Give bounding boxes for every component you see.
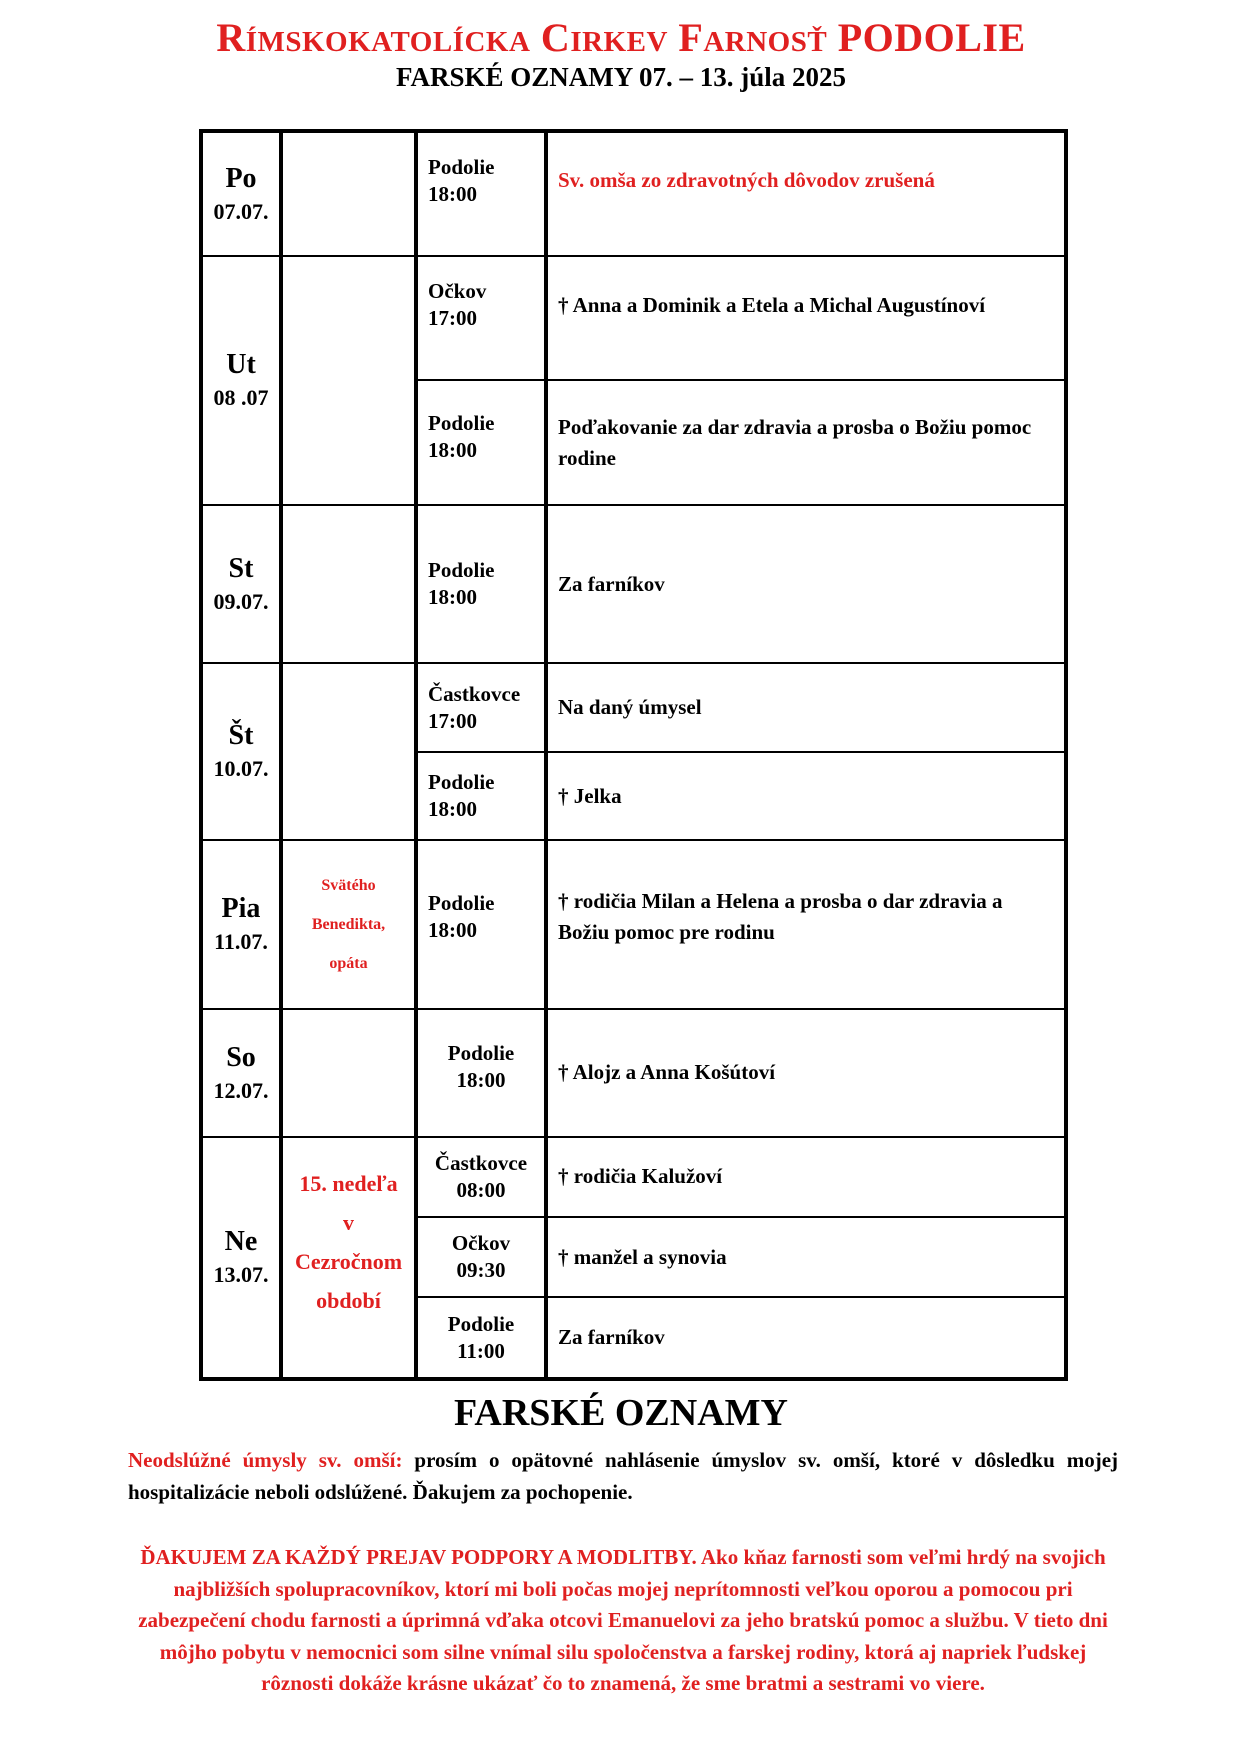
- place-time-cell: [416, 256, 546, 381]
- place-time-cell: [416, 380, 546, 505]
- day-name: Ne: [224, 1226, 258, 1258]
- title-initial-f: F: [678, 15, 704, 60]
- mass-intention: † rodičia Milan a Helena a prosba o dar zdravia a Božiu pomoc pre rodinu: [558, 889, 1003, 945]
- mass-place: Podolie: [447, 1040, 515, 1065]
- mass-time: 17:00: [428, 306, 477, 331]
- day-cell: [201, 1137, 281, 1379]
- place-time-cell: [416, 131, 546, 256]
- feast-line: Benedikta,: [311, 915, 386, 933]
- mass-intention: † Alojz a Anna Košútoví: [558, 1060, 776, 1085]
- day-date: 11.07.: [214, 929, 268, 955]
- schedule-row: [201, 1137, 1066, 1217]
- title-word-farnost: ARNOSŤ: [703, 26, 828, 58]
- parish-title: [0, 14, 1242, 61]
- place-time-cell: [416, 1217, 546, 1297]
- day-name: St: [228, 553, 254, 584]
- intention-cell: [546, 840, 1066, 1009]
- schedule-row: [201, 840, 1066, 1009]
- intention-cell: [546, 131, 1066, 256]
- feast-line: opáta: [329, 954, 368, 972]
- day-name: Št: [228, 720, 254, 752]
- announcement-body: prosím o opätovné nahlásenie úmyslov sv. omší, ktoré v dôsledku mojej hospitalizácie neboli odslúžené. Ďakujem za pochopenie.: [128, 1448, 1119, 1504]
- feast-cell: [281, 131, 416, 256]
- day-name: Po: [225, 162, 257, 194]
- mass-intention: † Jelka: [558, 783, 622, 808]
- place-time-cell: [416, 1137, 546, 1217]
- announcement-lead: Neodslúžné úmysly sv. omší:: [128, 1448, 403, 1472]
- feast-cell: [281, 663, 416, 840]
- mass-intention: Poďakovanie za dar zdravia a prosba o Božiu pomoc rodine: [558, 414, 1032, 470]
- intention-cell: [546, 1217, 1066, 1297]
- announcement-paragraph-intentions: [128, 1444, 1118, 1508]
- place-time-cell: [416, 840, 546, 1009]
- intention-cell: [546, 1009, 1066, 1137]
- mass-time: 08:00: [456, 1177, 506, 1202]
- intention-cell: [546, 256, 1066, 381]
- schedule-row: [201, 131, 1066, 256]
- day-cell: [201, 256, 281, 505]
- mass-time: 17:00: [428, 708, 477, 733]
- mass-place: Častkovce: [434, 1150, 528, 1175]
- mass-place: Podolie: [428, 770, 495, 795]
- day-date: 10.07.: [213, 756, 269, 782]
- mass-time: 18:00: [428, 585, 477, 609]
- feast-line: 15. nedeľa: [299, 1171, 398, 1197]
- feast-cell: [281, 1137, 416, 1379]
- feast-cell: [281, 840, 416, 1009]
- day-cell: [201, 131, 281, 256]
- intention-cell: [546, 752, 1066, 839]
- mass-place: Očkov: [428, 279, 487, 304]
- mass-schedule-table: [199, 129, 1068, 1381]
- feast-line: v: [343, 1210, 354, 1236]
- feast-line: období: [316, 1288, 381, 1314]
- title-word-cirkev: IRKEV: [570, 26, 668, 58]
- day-cell: [201, 1009, 281, 1137]
- day-cell: [201, 505, 281, 663]
- day-cell: [201, 663, 281, 840]
- mass-intention-cancelled: Sv. omša zo zdravotných dôvodov zrušená: [558, 168, 935, 193]
- mass-place: Častkovce: [428, 681, 521, 706]
- title-initial-c: C: [540, 15, 571, 60]
- mass-place: Očkov: [451, 1231, 511, 1256]
- mass-place: Podolie: [428, 154, 495, 179]
- place-time-cell: [416, 1009, 546, 1137]
- day-cell: [201, 840, 281, 1009]
- schedule-row: [201, 256, 1066, 381]
- place-time-cell: [416, 505, 546, 663]
- intention-cell: [546, 505, 1066, 663]
- mass-time: 11:00: [457, 1338, 505, 1363]
- schedule-row: [201, 505, 1066, 663]
- day-name: Ut: [226, 349, 256, 381]
- mass-place: Podolie: [428, 558, 495, 582]
- place-time-cell: [416, 752, 546, 839]
- day-date: 13.07.: [213, 1262, 269, 1288]
- mass-place: Podolie: [428, 410, 495, 435]
- mass-intention: † rodičia Kalužoví: [558, 1164, 723, 1189]
- feast-cell: [281, 256, 416, 505]
- intention-cell: [546, 1297, 1066, 1379]
- schedule-row: [201, 663, 1066, 753]
- mass-intention: Za farníkov: [558, 1325, 665, 1350]
- day-date: 09.07.: [213, 589, 269, 614]
- announcement-paragraph-thanks: ĎAKUJEM ZA KAŽDÝ PREJAV PODPORY A MODLITBY. Ako kňaz farnosti som veľmi hrdý na svojich najbližších spolupracovníkov, ktorí mi boli počas mojej neprítomnosti veľkou oporou a pomocou pri zabezpečení chodu farnosti a úprimná vďaka otcovi Emanuelovi za jeho bratskú pomoc a službu. V tieto dni môjho pobytu v nemocnici som silne vnímal silu spoločenstva a farskej rodiny, ktorá aj napriek ľudskej rôznosti dokáže krásne ukázať čo to znamená, že sme bratmi a sestrami vo viere.: [138, 1545, 1108, 1695]
- title-parish-name: PODOLIE: [837, 15, 1026, 60]
- day-name: So: [226, 1041, 256, 1073]
- page-subtitle: FARSKÉ OZNAMY 07. – 13. júla 2025: [395, 62, 846, 92]
- mass-time: 18:00: [428, 797, 477, 822]
- mass-intention: Za farníkov: [558, 571, 665, 596]
- place-time-cell: [416, 663, 546, 753]
- mass-place: Podolie: [428, 891, 495, 916]
- schedule-row: [201, 1009, 1066, 1137]
- intention-cell: [546, 380, 1066, 505]
- intention-cell: [546, 1137, 1066, 1217]
- mass-time: 18:00: [428, 437, 477, 462]
- mass-time: 18:00: [456, 1067, 506, 1092]
- mass-intention: † Anna a Dominik a Etela a Michal Augustínoví: [558, 292, 986, 317]
- mass-intention: Na daný úmysel: [558, 695, 702, 720]
- feast-line: Svätého: [321, 876, 376, 894]
- mass-time: 18:00: [428, 181, 477, 206]
- day-date: 08 .07: [213, 385, 269, 411]
- feast-cell: [281, 1009, 416, 1137]
- title-initial-r: R: [216, 15, 246, 60]
- title-word-rimskokatolicka: ÍMSKOKATOLÍCKA: [245, 26, 531, 58]
- day-date: 07.07.: [213, 198, 269, 224]
- intention-cell: [546, 663, 1066, 753]
- mass-time: 18:00: [428, 918, 477, 943]
- mass-time: 09:30: [456, 1258, 506, 1283]
- feast-line: Cezročnom: [294, 1249, 403, 1275]
- mass-intention: † manžel a synovia: [558, 1244, 727, 1269]
- mass-place: Podolie: [447, 1311, 515, 1336]
- announcements-title: FARSKÉ OZNAMY: [454, 1392, 788, 1434]
- day-date: 12.07.: [213, 1077, 269, 1103]
- feast-cell: [281, 505, 416, 663]
- place-time-cell: [416, 1297, 546, 1379]
- day-name: Pia: [221, 893, 261, 925]
